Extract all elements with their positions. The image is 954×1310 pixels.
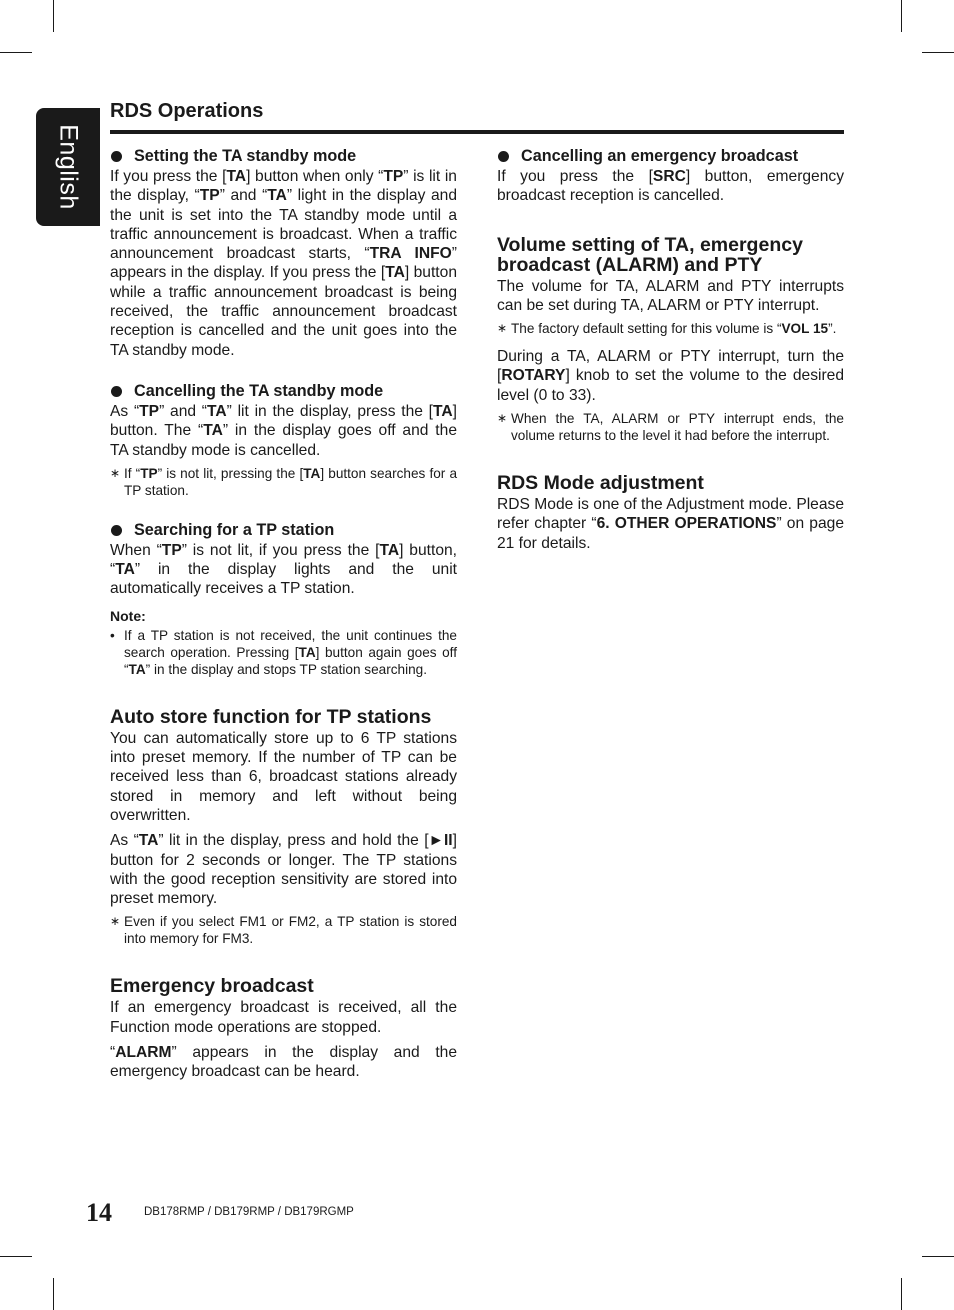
bold-term: TA — [433, 402, 453, 420]
text-run: If an emergency broadcast is received, all the Function mode operations are stopped. — [110, 999, 457, 1036]
text-run: ”. — [828, 321, 837, 337]
text-run: ] knob to set the volume to the desired level (0 to 33). — [497, 367, 844, 404]
page-number: 14 — [86, 1198, 112, 1227]
text-run: ] button, emergency broadcast reception is cancelled. — [497, 168, 845, 205]
text-run: If you press the [ — [497, 168, 653, 185]
text-run: ” in the display and stops TP station searching. — [145, 661, 428, 677]
text-run: The volume for TA, ALARM and PTY interrupts can be set during TA, ALARM or PTY interrupt. — [497, 277, 844, 314]
crop-mark — [922, 52, 954, 53]
bold-term: VOL 15 — [781, 321, 829, 337]
text-run: ” on page 21 for details. — [497, 515, 844, 552]
bold-term: TA — [203, 422, 223, 440]
text-run: ” lit in the display, press the [ — [226, 402, 433, 420]
rds-mode-heading: RDS Mode adjustment — [497, 472, 704, 495]
text-run: ] button, “ — [110, 541, 457, 579]
bold-term: ►II — [428, 832, 453, 850]
star-marker: ∗ — [110, 465, 121, 480]
star-marker: ∗ — [110, 914, 121, 929]
ta-standby-paragraph — [110, 167, 457, 360]
cancel-emergency-heading: Cancelling an emergency broadcast — [497, 146, 844, 167]
auto-store-footnote — [110, 913, 457, 947]
bold-term: TA — [267, 187, 287, 205]
bold-term: TP — [383, 168, 404, 185]
text-run: ] button searches for a TP station. — [124, 465, 458, 498]
text-run: If “ — [124, 465, 141, 481]
bold-term: TA — [385, 264, 405, 282]
crop-mark — [922, 1256, 954, 1257]
star-marker: ∗ — [497, 321, 508, 336]
bold-term: TA — [138, 832, 159, 850]
bold-term: TA — [115, 561, 135, 579]
auto-store-paragraph-1 — [110, 729, 457, 825]
volume-footnote-2 — [497, 410, 844, 444]
cancel-ta-footnote — [110, 465, 457, 499]
text-run: ” appears in the display and the emergency broadcast can be heard. — [110, 1044, 457, 1081]
star-marker: ∗ — [497, 411, 508, 426]
bold-term: TA — [206, 402, 227, 420]
cancel-emergency-paragraph — [497, 167, 844, 206]
text-run: As “ — [110, 402, 140, 420]
bold-term: TA — [226, 168, 247, 185]
bullet-icon — [111, 525, 122, 536]
text-run: ] button again goes off “ — [124, 644, 457, 677]
left-column — [110, 146, 457, 1082]
auto-store-paragraph-2 — [110, 831, 457, 908]
crop-mark — [53, 1278, 54, 1310]
text-run: When the TA, ALARM or PTY interrupt ends, the volume returns to the level it had before the interrupt. — [511, 411, 844, 444]
bold-term: SRC — [652, 168, 686, 185]
emergency-heading: Emergency broadcast — [110, 975, 314, 998]
right-column — [497, 146, 844, 553]
note-label: Note: — [110, 607, 146, 624]
header-rule — [110, 130, 844, 134]
text-run: ] button while a traffic announcement broadcast is being received, the traffic announcement broadcast reception is cancelled and the unit goes into the TA standby mode. — [110, 264, 457, 359]
text-run: The factory default setting for this volume is “ — [511, 321, 782, 337]
text-run: ” and “ — [219, 187, 268, 205]
bold-term: TP — [199, 187, 220, 205]
volume-heading: Volume setting of TA, emergency broadcast (ALARM) and PTY — [497, 233, 803, 276]
crop-mark — [0, 52, 32, 53]
search-tp-paragraph — [110, 541, 457, 599]
cancel-ta-paragraph — [110, 402, 457, 460]
crop-mark — [901, 1278, 902, 1310]
note-item — [110, 627, 457, 678]
crop-mark — [0, 1256, 32, 1257]
bold-term: ALARM — [115, 1044, 172, 1062]
bold-term: TA — [379, 541, 400, 559]
note-bullet: • — [110, 627, 115, 643]
text-run: ] button when only “ — [246, 168, 384, 185]
ta-standby-heading: Setting the TA standby mode — [110, 146, 457, 167]
language-tab-label: English — [54, 124, 83, 210]
bold-term: 6. OTHER OPERATIONS — [596, 515, 777, 533]
text-run: ] button for 2 seconds or longer. The TP stations with the good reception sensitivity are stored into preset memory. — [110, 832, 457, 908]
text-run: As “ — [110, 832, 139, 850]
text-run: When “ — [110, 541, 162, 559]
bold-term: TP — [139, 402, 160, 420]
bold-term: TRA INFO — [369, 245, 452, 263]
language-tab — [36, 108, 100, 226]
text-run: ” is not lit, if you press the [ — [181, 541, 380, 559]
bold-term: TP — [161, 541, 182, 559]
bold-term: TA — [298, 644, 316, 660]
text-run: ” lit in the display, press and hold the [ — [158, 832, 429, 850]
bullet-icon — [111, 151, 122, 162]
cancel-ta-heading: Cancelling the TA standby mode — [110, 381, 457, 402]
volume-paragraph-1 — [497, 277, 844, 316]
emergency-paragraph-1 — [110, 998, 457, 1037]
text-run: ” and “ — [159, 402, 207, 420]
volume-footnote-1 — [497, 320, 844, 337]
bold-term: TA — [128, 661, 146, 677]
text-run: If you press the [ — [110, 168, 227, 185]
text-run: ” is lit in the display, “ — [110, 168, 457, 205]
text-run: ” appears in the display. If you press the [ — [110, 245, 457, 282]
text-run: Even if you select FM1 or FM2, a TP station is stored into memory for FM3. — [124, 914, 457, 947]
volume-paragraph-2 — [497, 347, 844, 405]
crop-mark — [53, 0, 54, 32]
text-run: ” is not lit, pressing the [ — [157, 465, 304, 481]
text-run: ” in the display lights and the unit automatically receives a TP station. — [110, 561, 457, 598]
model-numbers: DB178RMP / DB179RMP / DB179RGMP — [144, 1206, 354, 1218]
section-title: RDS Operations — [110, 100, 264, 122]
bold-term: ROTARY — [501, 367, 566, 385]
text-run: You can automatically store up to 6 TP stations into preset memory. If the number of TP can be received less than 6, broadcast stations already stored in memory and left without being overwritten. — [110, 729, 457, 824]
text-run: ] button. The “ — [110, 402, 457, 440]
text-run: “ — [110, 1044, 116, 1062]
text-run: If a TP station is not received, the unit continues the search operation. Pressing [ — [124, 627, 457, 660]
crop-mark — [901, 0, 902, 32]
bold-term: TA — [303, 465, 321, 481]
auto-store-heading: Auto store function for TP stations — [110, 705, 432, 728]
search-tp-heading: Searching for a TP station — [110, 520, 457, 541]
text-run: During a TA, ALARM or PTY interrupt, turn the [ — [497, 348, 844, 385]
text-run: ” light in the display and the unit is set into the TA standby mode until a traffic announcement is broadcast. When a traffic announcement broadcast starts, “ — [110, 187, 457, 263]
text-run: ” in the display goes off and the TA standby mode is cancelled. — [110, 422, 457, 459]
bullet-icon — [111, 386, 122, 397]
rds-mode-paragraph — [497, 495, 844, 553]
bold-term: TP — [140, 465, 158, 481]
emergency-paragraph-2 — [110, 1043, 457, 1082]
bullet-icon — [498, 151, 509, 162]
text-run: RDS Mode is one of the Adjustment mode. Please refer chapter “ — [497, 496, 844, 533]
